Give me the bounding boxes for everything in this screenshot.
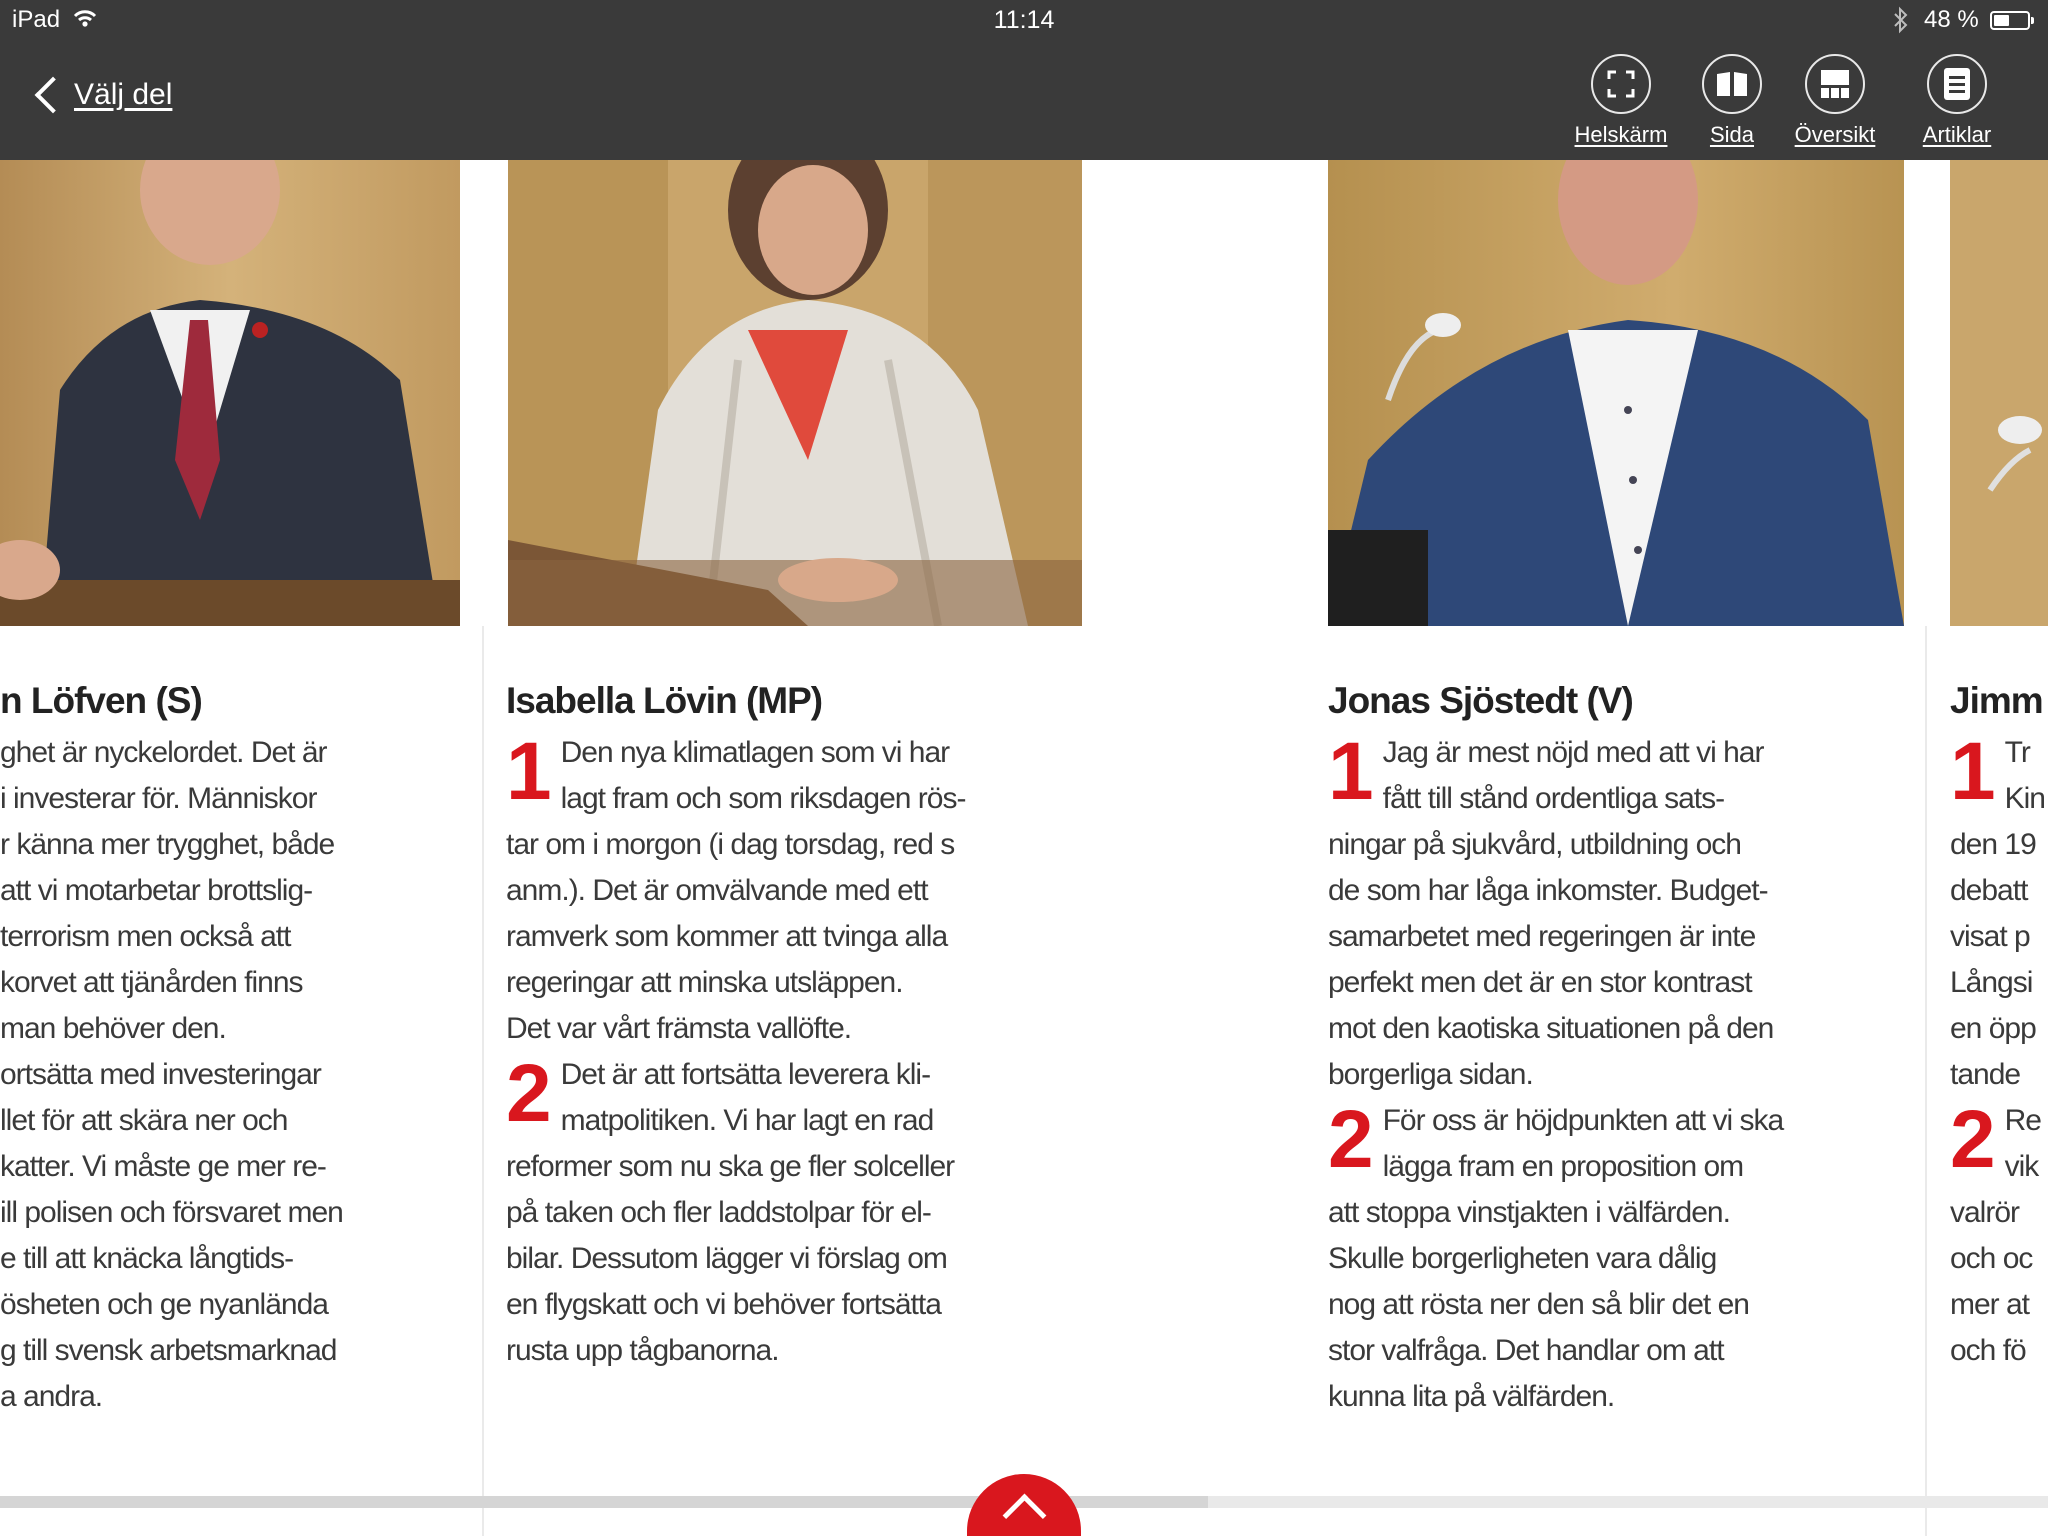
article-line: bilar. Dessutom lägger vi förslag om: [506, 1242, 947, 1275]
article-line: För oss är höjdpunkten att vi ska: [1382, 1104, 1784, 1137]
article-body: [1328, 726, 1908, 1420]
article-line: borgerliga sidan.: [1328, 1058, 1533, 1091]
article-line: lägga fram en proposition om: [1382, 1150, 1744, 1183]
article-line: ramverk som kommer att tvinga alla: [506, 920, 948, 953]
article-line: Den nya klimatlagen som vi har: [560, 736, 950, 769]
article-line: visat p: [1950, 920, 2030, 953]
article-line: i investerar för. Människor: [0, 782, 317, 815]
answer-block: [1950, 1094, 2048, 1374]
answer-block: [1328, 726, 1908, 1098]
politician-name: Jimm: [1950, 680, 2043, 721]
article-line: anm.). Det är omvälvande med ett: [506, 874, 928, 907]
fullscreen-label: Helskärm: [1574, 122, 1668, 147]
answer-block: [1328, 1094, 1908, 1420]
article-line: fått till stånd ordentliga sats-: [1382, 782, 1725, 815]
article-line: llet för att skära ner och: [0, 1104, 288, 1137]
article-line: ösheten och ge nyanlända: [0, 1288, 328, 1321]
article-line: katter. Vi måste ge mer re-: [0, 1150, 326, 1183]
battery-icon: [1990, 11, 2030, 30]
article-line: a andra.: [0, 1380, 103, 1413]
article-line: tande: [1950, 1058, 2021, 1091]
article-line: mer at: [1950, 1288, 2030, 1321]
article-line: rusta upp tågbanorna.: [506, 1334, 779, 1367]
column-divider: [1925, 626, 1927, 1536]
article-line: ningar på sjukvård, utbildning och: [1328, 828, 1741, 861]
column-divider: [482, 626, 484, 1536]
answer-number: 1: [1950, 730, 1995, 817]
answer-block: [506, 1048, 1086, 1374]
article-line: kunna lita på välfärden.: [1328, 1380, 1615, 1413]
article-line: Jag är mest nöjd med att vi har: [1382, 736, 1764, 769]
article-line: Tr: [2004, 736, 2030, 769]
article-line: lagt fram och som riksdagen rös-: [560, 782, 966, 815]
answer-block: [0, 730, 450, 1052]
article-line: på taken och fler laddstolpar för el-: [506, 1196, 931, 1229]
fullscreen-icon: [1591, 54, 1651, 114]
answer-number: 2: [1328, 1094, 1373, 1185]
article-line: man behöver den.: [0, 1012, 226, 1045]
article-line: matpolitiken. Vi har lagt en rad: [560, 1104, 934, 1137]
article-line: en flygskatt och vi behöver fortsätta: [506, 1288, 941, 1321]
article-line: att vi motarbetar brottslig-: [0, 874, 313, 907]
back-button[interactable]: [30, 70, 172, 120]
article-line: vik: [2004, 1150, 2039, 1183]
article-line: stor valfråga. Det handlar om att: [1328, 1334, 1724, 1367]
article-line: Det var vårt främsta vallöfte.: [506, 1012, 852, 1045]
answer-block: [1950, 730, 2048, 1098]
chevron-left-icon: [35, 77, 72, 114]
article-line: Kin: [2004, 782, 2045, 815]
article-line: att stoppa vinstjakten i välfärden.: [1328, 1196, 1730, 1229]
article-line: Långsi: [1950, 966, 2033, 999]
article-line: perfekt men det är en stor kontrast: [1328, 966, 1752, 999]
overview-grid-icon: [1805, 54, 1865, 114]
article-line: ortsätta med investeringar: [0, 1058, 321, 1091]
politician-name: n Löfven (S): [0, 680, 202, 721]
article-line: nog att rösta ner den så blir det en: [1328, 1288, 1749, 1321]
article-body: [1950, 730, 2048, 1374]
battery-percent: 48 %: [1924, 6, 1979, 33]
book-icon: [1702, 54, 1762, 114]
photo-jimmie: [1950, 160, 2048, 626]
answer-block: [506, 726, 1086, 1052]
bluetooth-icon: [1892, 6, 1910, 41]
article-line: terrorism men också att: [0, 920, 291, 953]
article-body: [0, 730, 450, 1420]
page-view-button[interactable]: [1677, 54, 1787, 148]
article-line: regeringar att minska utsläppen.: [506, 966, 903, 999]
article-line: tar om i morgon (i dag torsdag, red s: [506, 828, 955, 861]
photo-lovin: [508, 160, 1082, 626]
article-list-icon: [1927, 54, 1987, 114]
answer-number: 2: [506, 1048, 551, 1139]
article-line: Re: [2004, 1104, 2041, 1137]
article-line: samarbetet med regeringen är inte: [1328, 920, 1756, 953]
article-line: ghet är nyckelordet. Det är: [0, 736, 327, 769]
chevron-up-icon: [1002, 1494, 1046, 1537]
article-line: r känna mer trygghet, både: [0, 828, 335, 861]
overview-label: Översikt: [1794, 122, 1876, 147]
article-line: Skulle borgerligheten vara dålig: [1328, 1242, 1717, 1275]
article-line: de som har låga inkomster. Budget-: [1328, 874, 1768, 907]
page-view-label: Sida: [1709, 122, 1755, 147]
photo-lofven: [0, 160, 460, 626]
article-line: och fö: [1950, 1334, 2026, 1367]
article-line: en öpp: [1950, 1012, 2036, 1045]
article-line: Det är att fortsätta leverera kli-: [560, 1058, 931, 1091]
article-line: g till svensk arbetsmarknad: [0, 1334, 337, 1367]
clock: 11:14: [993, 6, 1055, 34]
answer-number: 1: [506, 726, 551, 817]
photo-sjostedt: [1328, 160, 1904, 626]
article-line: och oc: [1950, 1242, 2033, 1275]
back-label: Välj del: [74, 78, 173, 111]
politician-name: Isabella Lövin (MP): [506, 680, 823, 721]
article-body: [506, 726, 1086, 1374]
article-line: e till att knäcka långtids-: [0, 1242, 294, 1275]
fullscreen-button[interactable]: [1566, 54, 1676, 148]
article-line: reformer som nu ska ge fler solceller: [506, 1150, 955, 1183]
article-line: korvet att tjänården finns: [0, 966, 303, 999]
answer-number: 2: [1950, 1094, 1995, 1185]
politician-name: Jonas Sjöstedt (V): [1328, 680, 1633, 721]
article-line: mot den kaotiska situationen på den: [1328, 1012, 1774, 1045]
status-bar: [0, 0, 2048, 40]
article-line: debatt: [1950, 874, 2028, 907]
device-name: iPad: [12, 6, 61, 33]
article-line: den 19: [1950, 828, 2036, 861]
answer-number: 1: [1328, 726, 1373, 817]
articles-button[interactable]: [1902, 54, 2012, 148]
overview-button[interactable]: [1780, 54, 1890, 148]
magazine-page[interactable]: [0, 160, 2048, 1536]
article-line: valrör: [1950, 1196, 2020, 1229]
answer-block: [0, 1052, 450, 1420]
article-line: ill polisen och försvaret men: [0, 1196, 343, 1229]
articles-label: Artiklar: [1922, 122, 1992, 147]
nav-bar: [0, 40, 2048, 160]
